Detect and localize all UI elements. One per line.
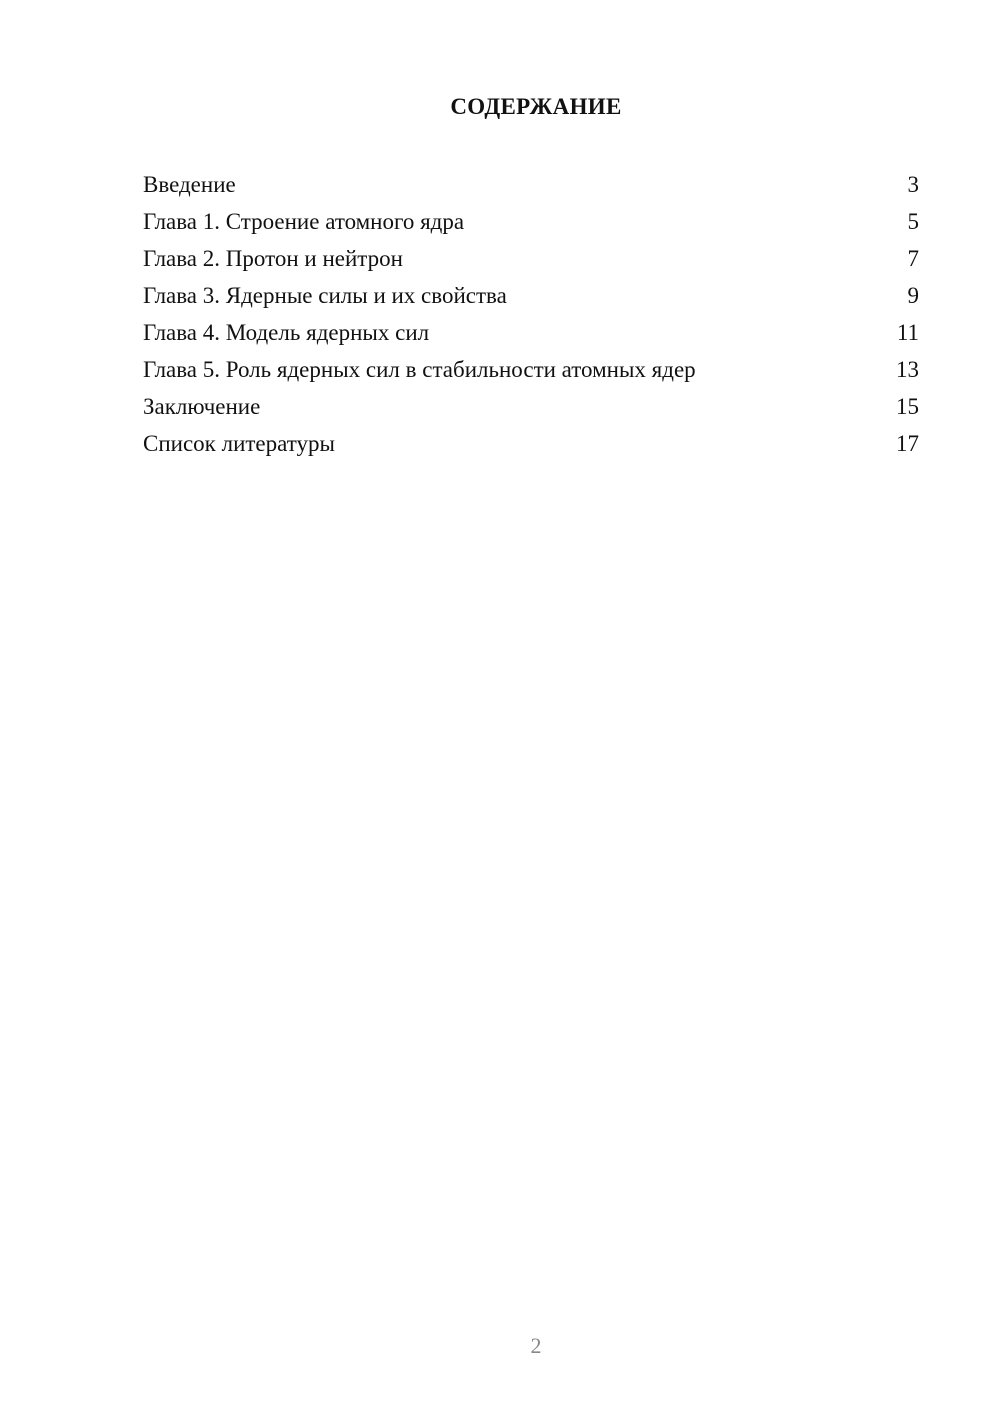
toc-item-label: Список литературы [143,431,335,456]
toc-item-page: 11 [896,320,919,345]
toc-item-label: Заключение [143,394,261,419]
toc-item-chapter-3 [143,279,919,316]
toc-item-introduction [143,168,919,205]
toc-item-label: Глава 1. Строение атомного ядра [143,209,465,234]
toc-item-label: Введение [143,172,236,197]
toc-item-chapter-2 [143,242,919,279]
table-of-contents [143,168,919,464]
toc-item-page: 5 [907,209,919,234]
toc-item-page: 9 [907,283,919,308]
page-number: 2 [530,1333,542,1358]
page-title: СОДЕРЖАНИЕ [450,94,622,119]
toc-item-label: Глава 4. Модель ядерных сил [143,320,430,345]
toc-item-page: 7 [907,246,919,271]
toc-item-page: 15 [896,394,919,419]
toc-item-page: 17 [896,431,919,456]
toc-item-chapter-5 [143,353,919,390]
toc-item-chapter-4 [143,316,919,353]
toc-item-references [143,427,919,464]
toc-item-page: 3 [907,172,919,197]
toc-item-page: 13 [896,357,919,382]
toc-item-chapter-1 [143,205,919,242]
toc-item-label: Глава 2. Протон и нейтрон [143,246,403,271]
toc-item-label: Глава 3. Ядерные силы и их свойства [143,283,507,308]
toc-item-label: Глава 5. Роль ядерных сил в стабильности атомных ядер [143,357,696,382]
toc-item-conclusion [143,390,919,427]
